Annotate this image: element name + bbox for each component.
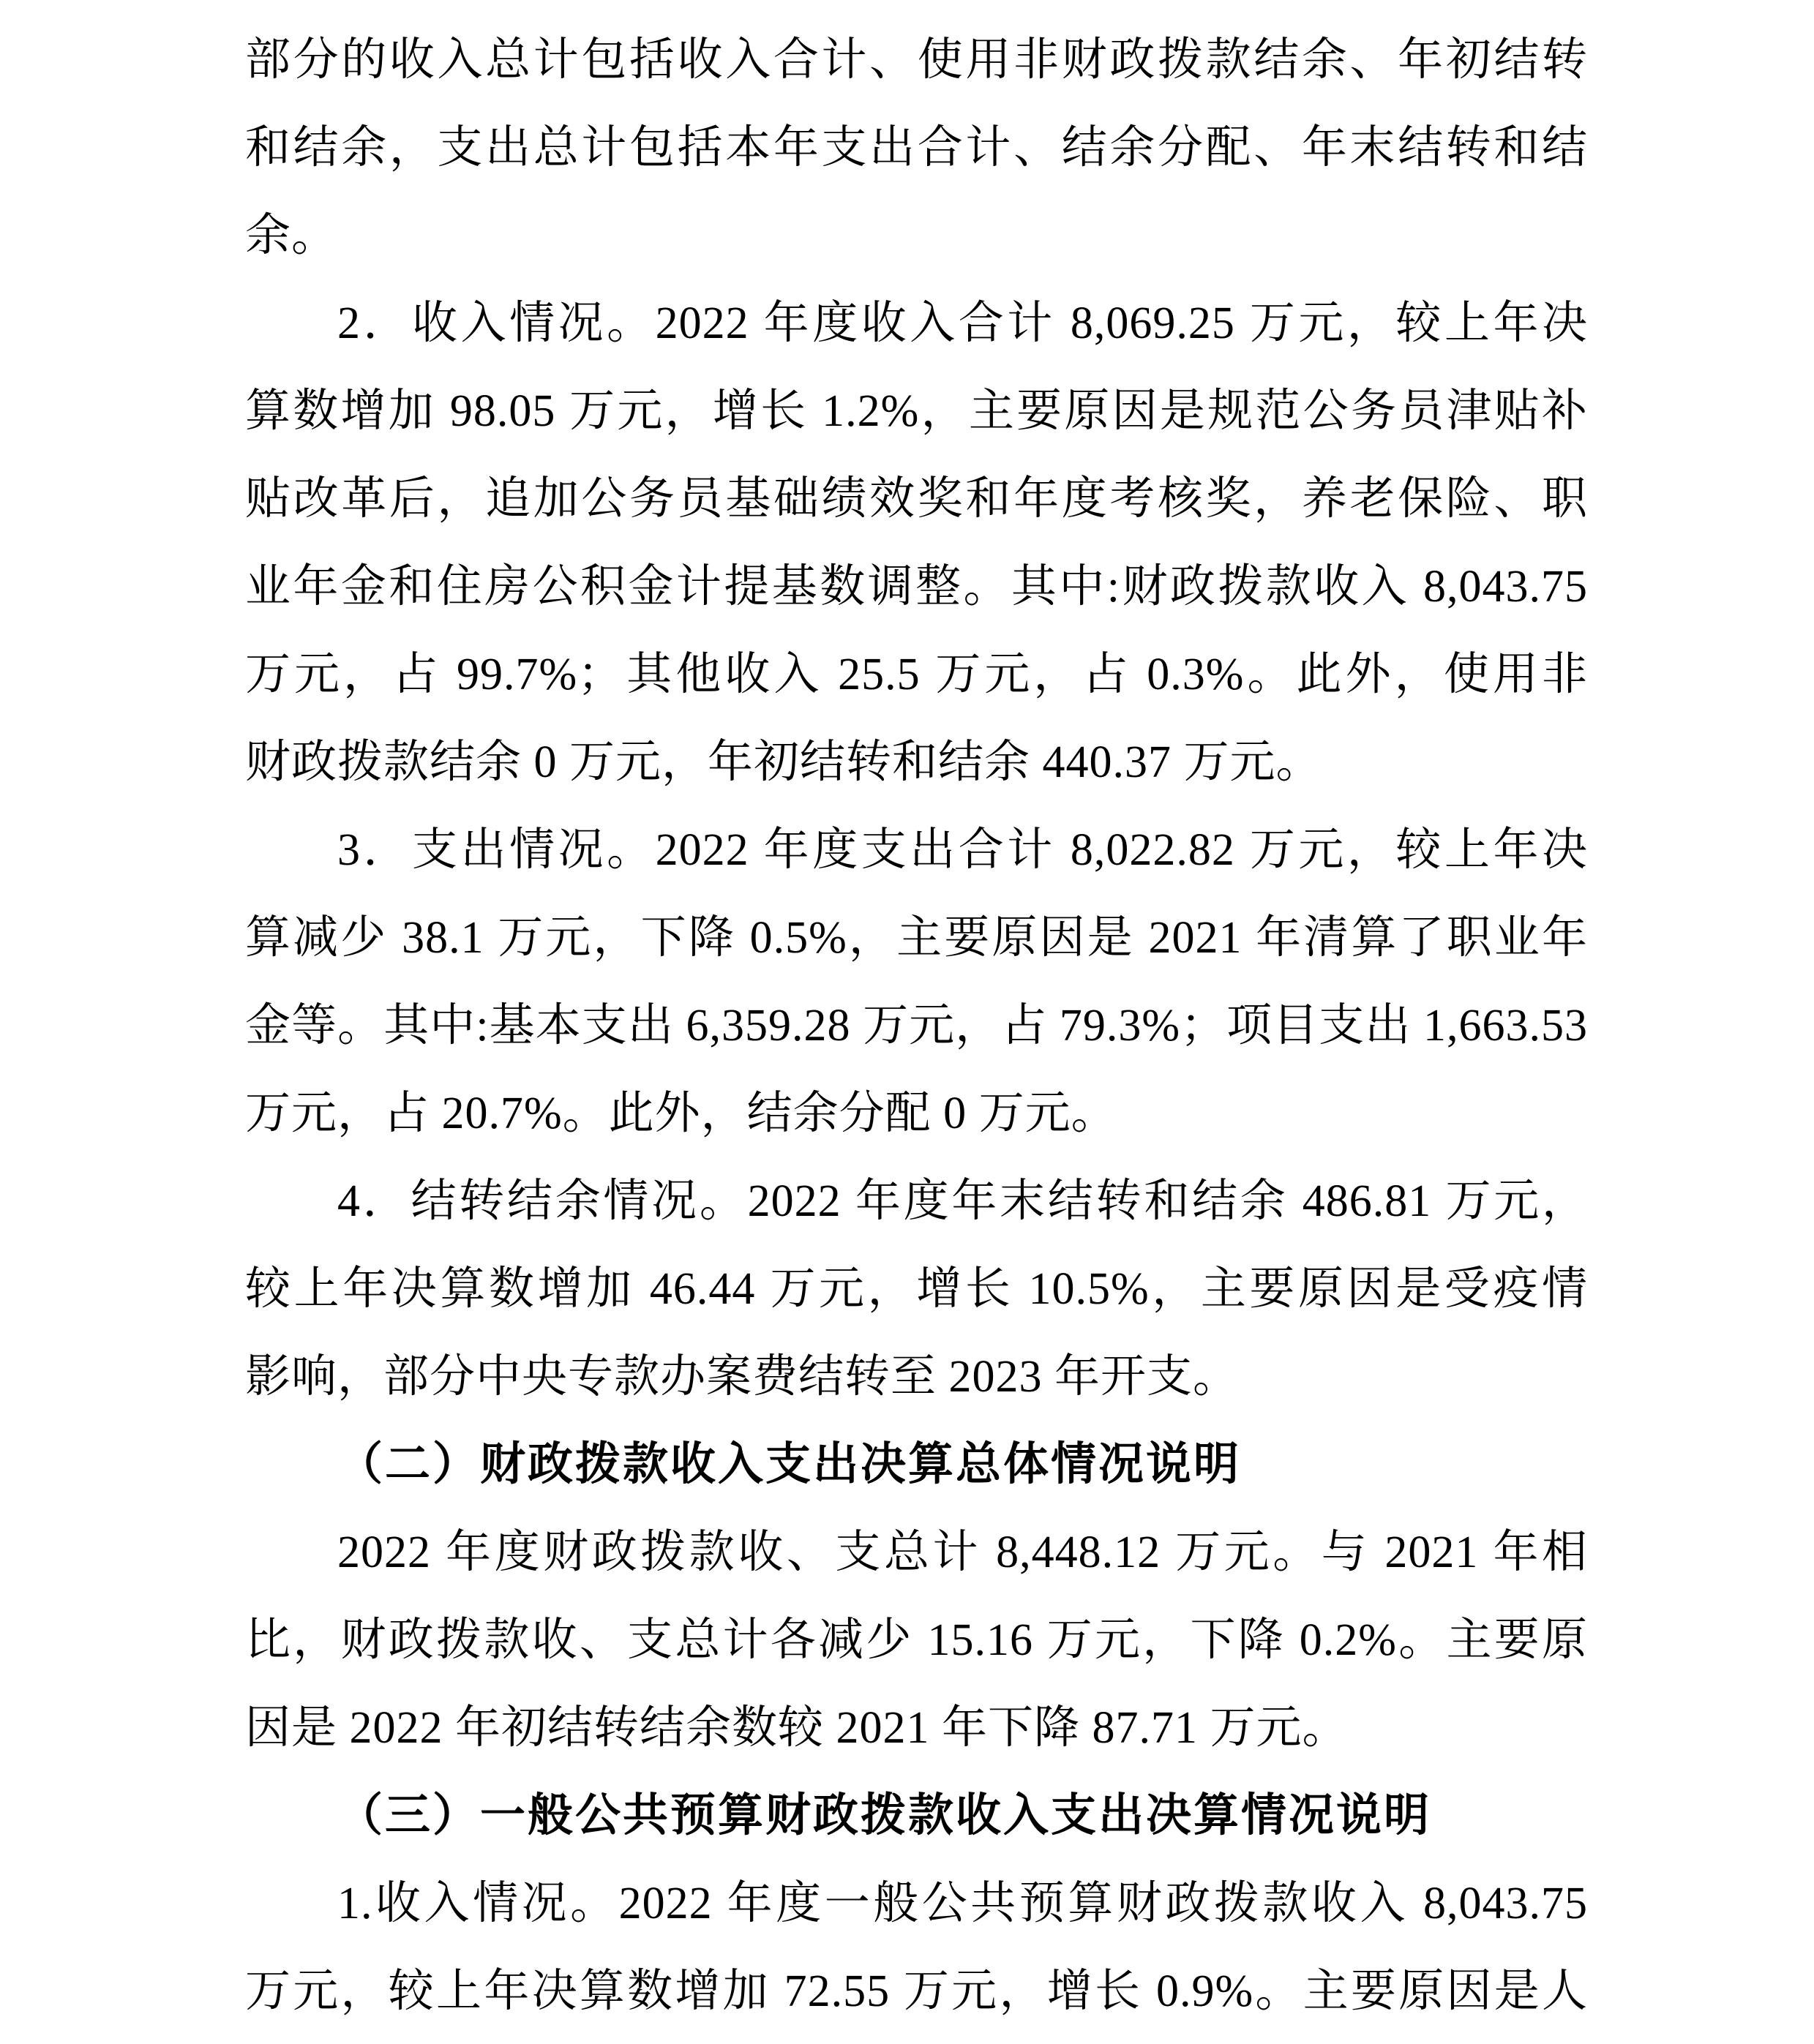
- text-line: 部分的收入总计包括收入合计、使用非财政拨款结余、年初结转: [245, 35, 1588, 85]
- text-line: 因是 2022 年初结转结余数较 2021 年下降 87.71 万元。: [245, 1703, 1349, 1753]
- text-line: 万元，占 20.7%。此外，结余分配 0 万元。: [245, 1089, 1117, 1138]
- text-line: 较上年决算数增加 46.44 万元，增长 10.5%，主要原因是受疫情: [245, 1264, 1588, 1314]
- section-heading: （二）财政拨款收入支出决算总体情况说明: [337, 1440, 1242, 1489]
- text-line: 贴改革后，追加公务员基础绩效奖和年度考核奖，养老保险、职: [245, 474, 1588, 524]
- text-line: 2022 年度财政拨款收、支总计 8,448.12 万元。与 2021 年相: [337, 1528, 1588, 1577]
- text-line: 算数增加 98.05 万元，增长 1.2%，主要原因是规范公务员津贴补: [245, 386, 1588, 436]
- text-line: 2．收入情况。2022 年度收入合计 8,069.25 万元，较上年决: [337, 298, 1588, 348]
- text-line: 算减少 38.1 万元，下降 0.5%，主要原因是 2021 年清算了职业年: [245, 913, 1588, 963]
- text-line: 金等。其中:基本支出 6,359.28 万元，占 79.3%；项目支出 1,663.53: [245, 1001, 1588, 1051]
- text-line: 4．结转结余情况。2022 年度年末结转和结余 486.81 万元，: [337, 1176, 1588, 1226]
- text-line: 1.收入情况。2022 年度一般公共预算财政拨款收入 8,043.75: [337, 1879, 1588, 1928]
- text-line: 财政拨款结余 0 万元，年初结转和结余 440.37 万元。: [245, 737, 1322, 787]
- text-line: 3．支出情况。2022 年度支出合计 8,022.82 万元，较上年决: [337, 825, 1588, 875]
- text-line: 业年金和住房公积金计提基数调整。其中:财政拨款收入 8,043.75: [245, 562, 1588, 612]
- text-line: 比，财政拨款收、支总计各减少 15.16 万元，下降 0.2%。主要原: [245, 1615, 1588, 1665]
- text-line: 余。: [245, 211, 338, 260]
- section-heading: （三）一般公共预算财政拨款收入支出决算情况说明: [337, 1791, 1432, 1841]
- text-line: 万元，较上年决算数增加 72.55 万元，增长 0.9%。主要原因是人: [245, 1966, 1588, 2016]
- text-line: 影响，部分中央专款办案费结转至 2023 年开支。: [245, 1352, 1240, 1402]
- text-line: 和结余，支出总计包括本年支出合计、结余分配、年末结转和结: [245, 123, 1588, 173]
- text-line: 万元，占 99.7%；其他收入 25.5 万元，占 0.3%。此外，使用非: [245, 650, 1588, 699]
